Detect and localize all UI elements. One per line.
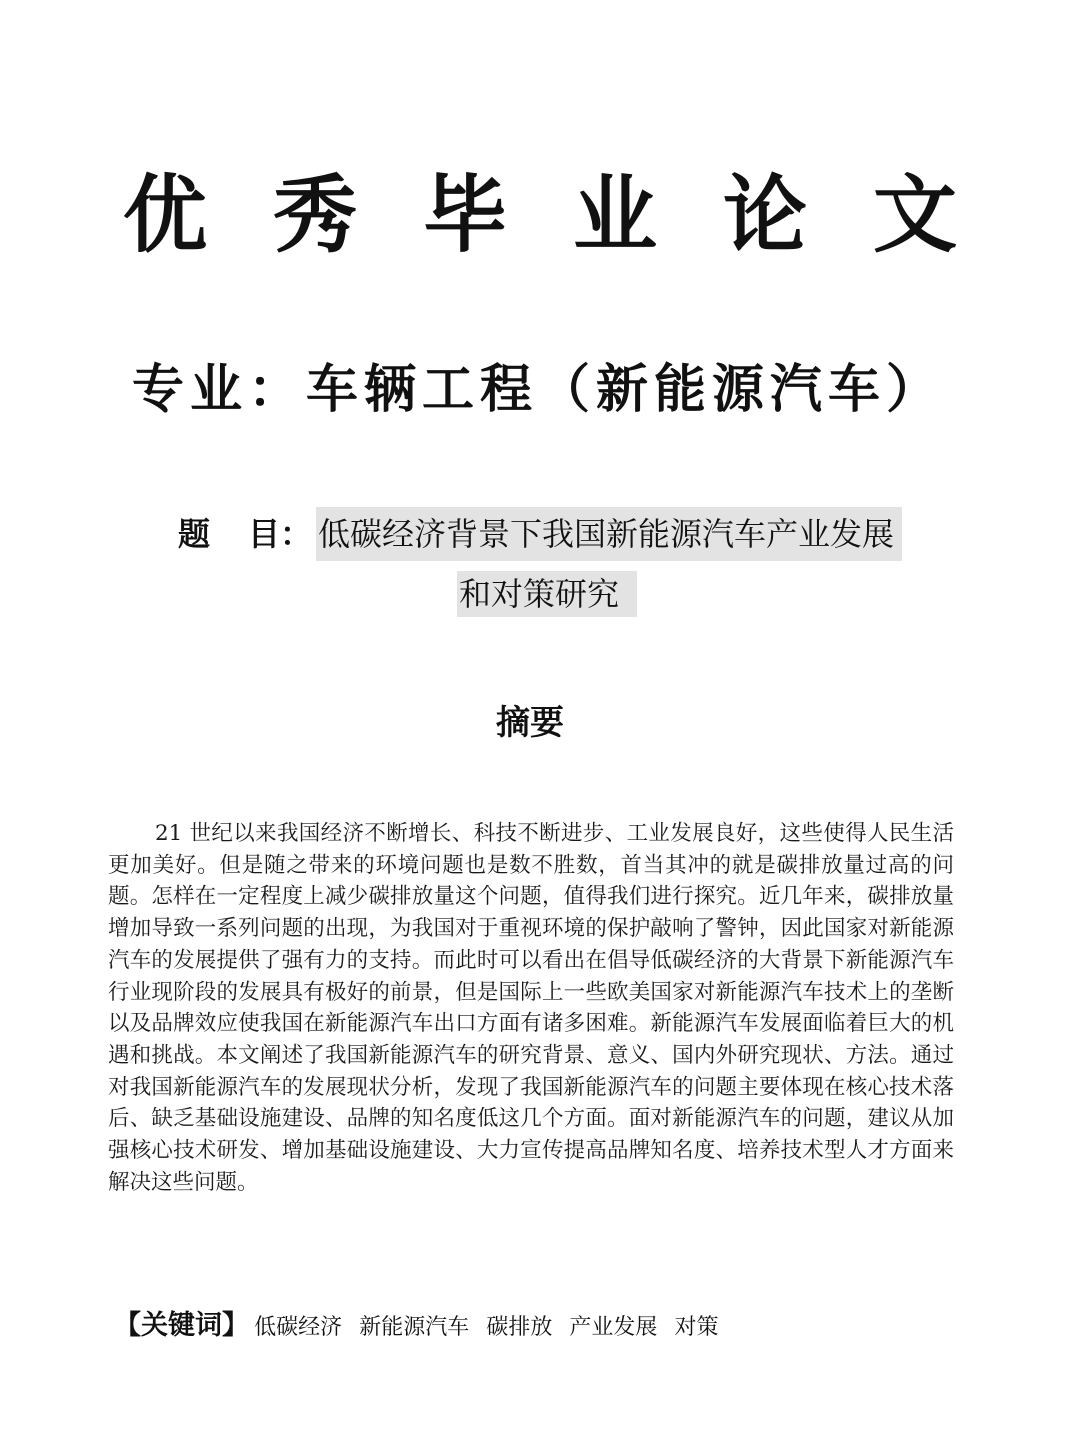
keywords-label: 【关键词】 (114, 1310, 249, 1341)
keyword-item: 碳排放 (486, 1315, 553, 1340)
main-title: 优秀毕业论文 (122, 165, 1023, 264)
topic-label-second: 目： (248, 515, 313, 553)
topic-label-first: 题 (178, 515, 211, 553)
keyword-item: 对策 (674, 1315, 719, 1340)
major-line: 专业：车辆工程（新能源汽车） (132, 359, 945, 420)
topic-title-line-1: 低碳经济背景下我国新能源汽车产业发展 (316, 507, 902, 561)
keyword-item: 低碳经济 (254, 1315, 343, 1340)
keywords-line (114, 1306, 731, 1349)
keyword-item: 产业发展 (569, 1315, 658, 1340)
keyword-item: 新能源汽车 (359, 1315, 470, 1340)
topic-label (178, 507, 316, 561)
abstract-body: 21 世纪以来我国经济不断增长、科技不断进步、工业发展良好，这些使得人民生活更加美好。但是随之带来的环境问题也是数不胜数，首当其冲的就是碳排放量过高的问题。怎样在一定程度上减少碳排放量这个问题，值得我们进行探究。近几年来，碳排放量增加导致一系列问题的出现，为我国对于重视环境的保护敲响了警钟，因此国家对新能源汽车的发展提供了强有力的支持。而此时可以看出在倡导低碳经济的大背景下新能源汽车行业现阶段的发展具有极好的前景，但是国际上一些欧美国家对新能源汽车技术上的垄断以及品牌效应使我国在新能源汽车出口方面有诸多困难。新能源汽车发展面临着巨大的机遇和挑战。本文阐述了我国新能源汽车的研究背景、意义、国内外研究现状、方法。通过对我国新能源汽车的发展现状分析，发现了我国新能源汽车的问题主要体现在核心技术落 后、缺乏基础设施建设、品牌的知名度低这几个方面。面对新能源汽车的问题，建议从加强核心技术研发、增加基础设施建设、大力宣传提高品牌知名度、培养技术型人才方面来解决这些问题。 (108, 821, 954, 1195)
abstract-heading: 摘要 (496, 703, 564, 743)
topic-title-line-2: 和对策研究 (457, 571, 637, 617)
topic-row (178, 507, 902, 567)
